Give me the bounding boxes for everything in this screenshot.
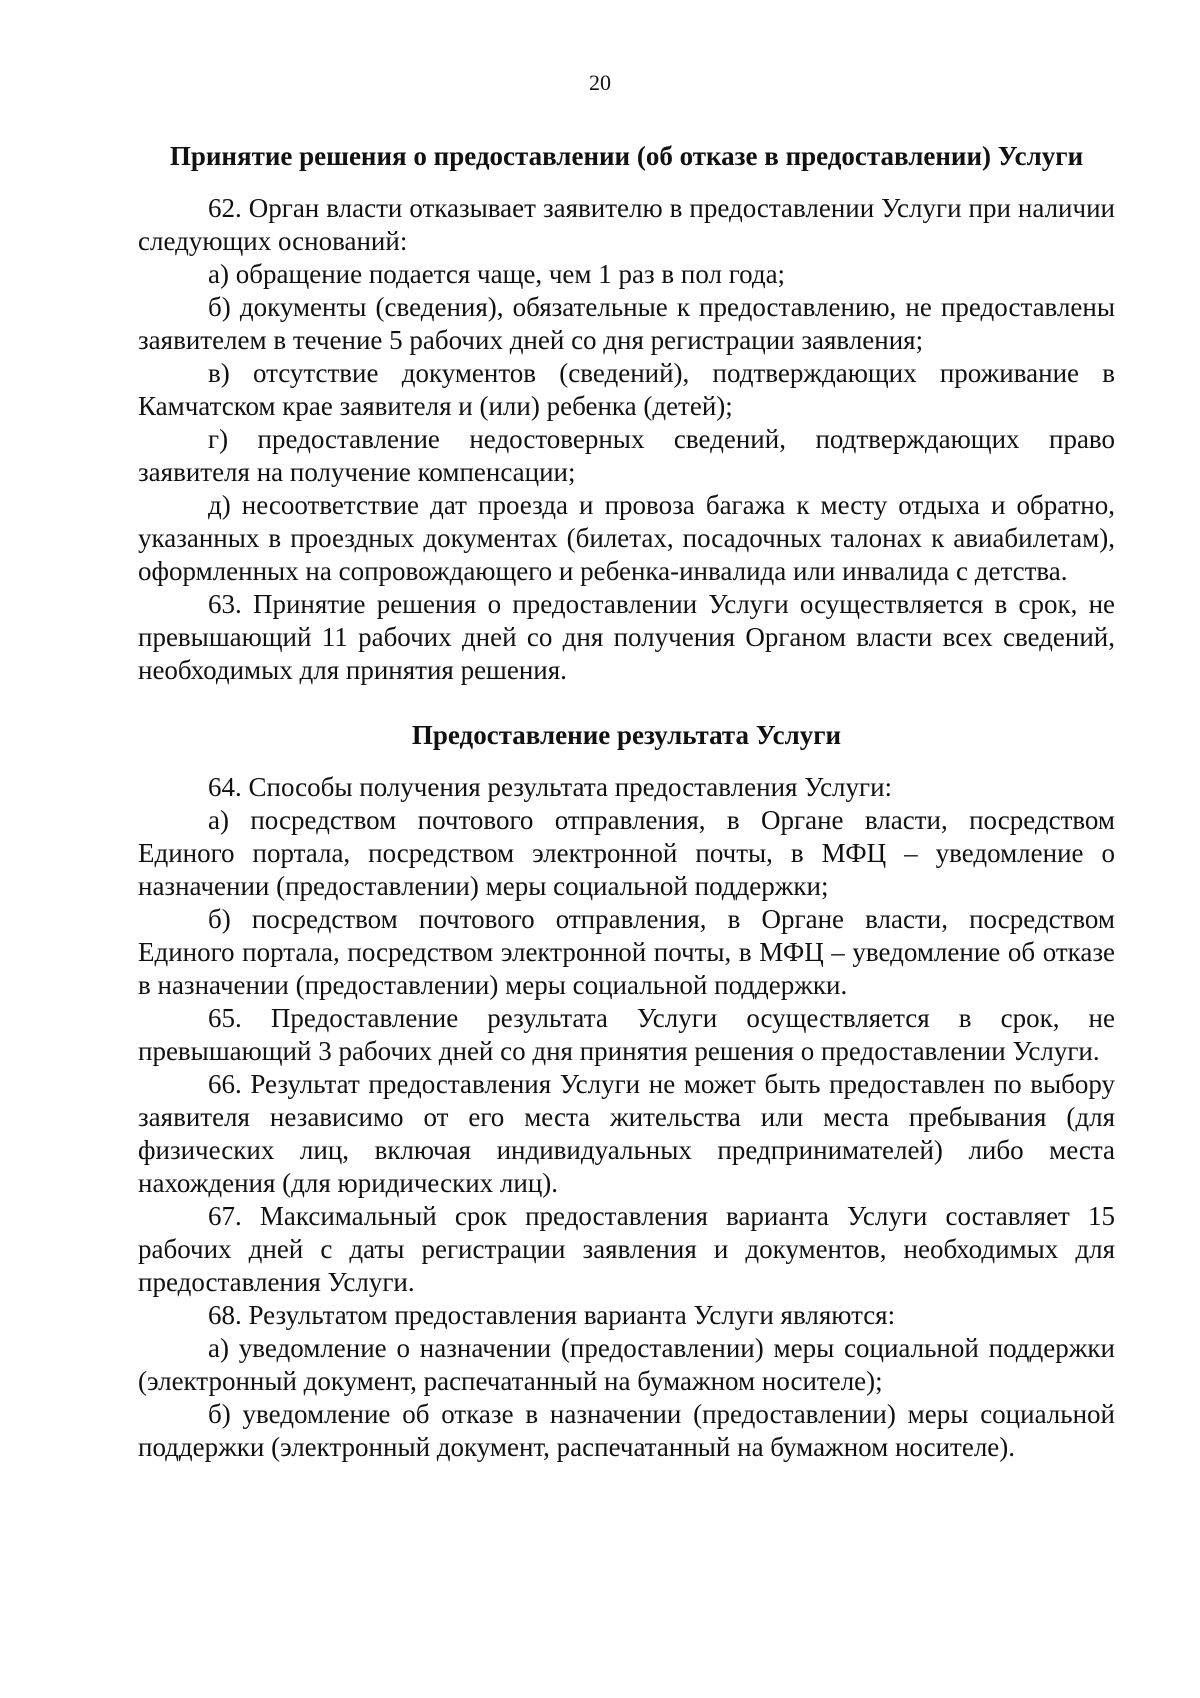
paragraph-66: 66. Результат предоставления Услуги не может быть предоставлен по выбору заявителя независимо от его места жительства или места пребывания (для физических лиц, включая индивидуальных предпринимателей) либо места нахождения (для юридических лиц). — [138, 1069, 1115, 1198]
paragraph-68: 68. Результатом предоставления варианта Услуги являются: — [208, 1300, 896, 1330]
document-body — [138, 140, 1115, 1464]
paragraph-65: 65. Предоставление результата Услуги осуществляется в срок, не превышающий 3 рабочих дней со дня принятия решения о предоставлении Услуги. — [138, 1003, 1115, 1066]
paragraph-68-a: а) уведомление о назначении (предоставлении) меры социальной поддержки (электронный документ, распечатанный на бумажном носителе); — [138, 1333, 1115, 1396]
paragraph-62: 62. Орган власти отказывает заявителю в предоставлении Услуги при наличии следующих оснований: — [138, 193, 1115, 256]
section-heading-result: Предоставление результата Услуги — [411, 720, 842, 750]
paragraph-62-d: д) несоответствие дат проезда и провоза багажа к месту отдыха и обратно, указанных в проездных документах (билетах, посадочных талонах к авиабилетам), оформленных на сопровождающего и ребенка-инвалида или инвалида с детства. — [138, 490, 1115, 586]
paragraph-64-a: а) посредством почтового отправления, в Органе власти, посредством Единого портала, посредством электронной почты, в МФЦ – уведомление о назначении (предоставлении) меры социальной поддержки; — [138, 805, 1115, 901]
page-number: 20 — [589, 70, 611, 95]
section-heading-decision: Принятие решения о предоставлении (об отказе в предоставлении) Услуги — [169, 141, 1084, 171]
paragraph-62-g: г) предоставление недостоверных сведений, подтверждающих право заявителя на получение компенсации; — [138, 424, 1115, 487]
paragraph-64: 64. Способы получения результата предоставления Услуги: — [208, 772, 893, 802]
paragraph-68-b: б) уведомление об отказе в назначении (предоставлении) меры социальной поддержки (электронный документ, распечатанный на бумажном носителе). — [138, 1399, 1115, 1462]
paragraph-62-a: а) обращение подается чаще, чем 1 раз в пол года; — [208, 259, 786, 289]
paragraph-64-b: б) посредством почтового отправления, в Органе власти, посредством Единого портала, посредством электронной почты, в МФЦ – уведомление об отказе в назначении (предоставлении) меры социальной поддержки. — [138, 904, 1115, 1000]
paragraph-67: 67. Максимальный срок предоставления варианта Услуги составляет 15 рабочих дней с даты регистрации заявления и документов, необходимых для предоставления Услуги. — [138, 1201, 1115, 1297]
paragraph-63: 63. Принятие решения о предоставлении Услуги осуществляется в срок, не превышающий 11 рабочих дней со дня получения Органом власти всех сведений, необходимых для принятия решения. — [138, 589, 1115, 685]
paragraph-62-b: б) документы (сведения), обязательные к предоставлению, не предоставлены заявителем в течение 5 рабочих дней со дня регистрации заявления; — [138, 292, 1115, 355]
paragraph-62-v: в) отсутствие документов (сведений), подтверждающих проживание в Камчатском крае заявителя и (или) ребенка (детей); — [138, 358, 1115, 421]
